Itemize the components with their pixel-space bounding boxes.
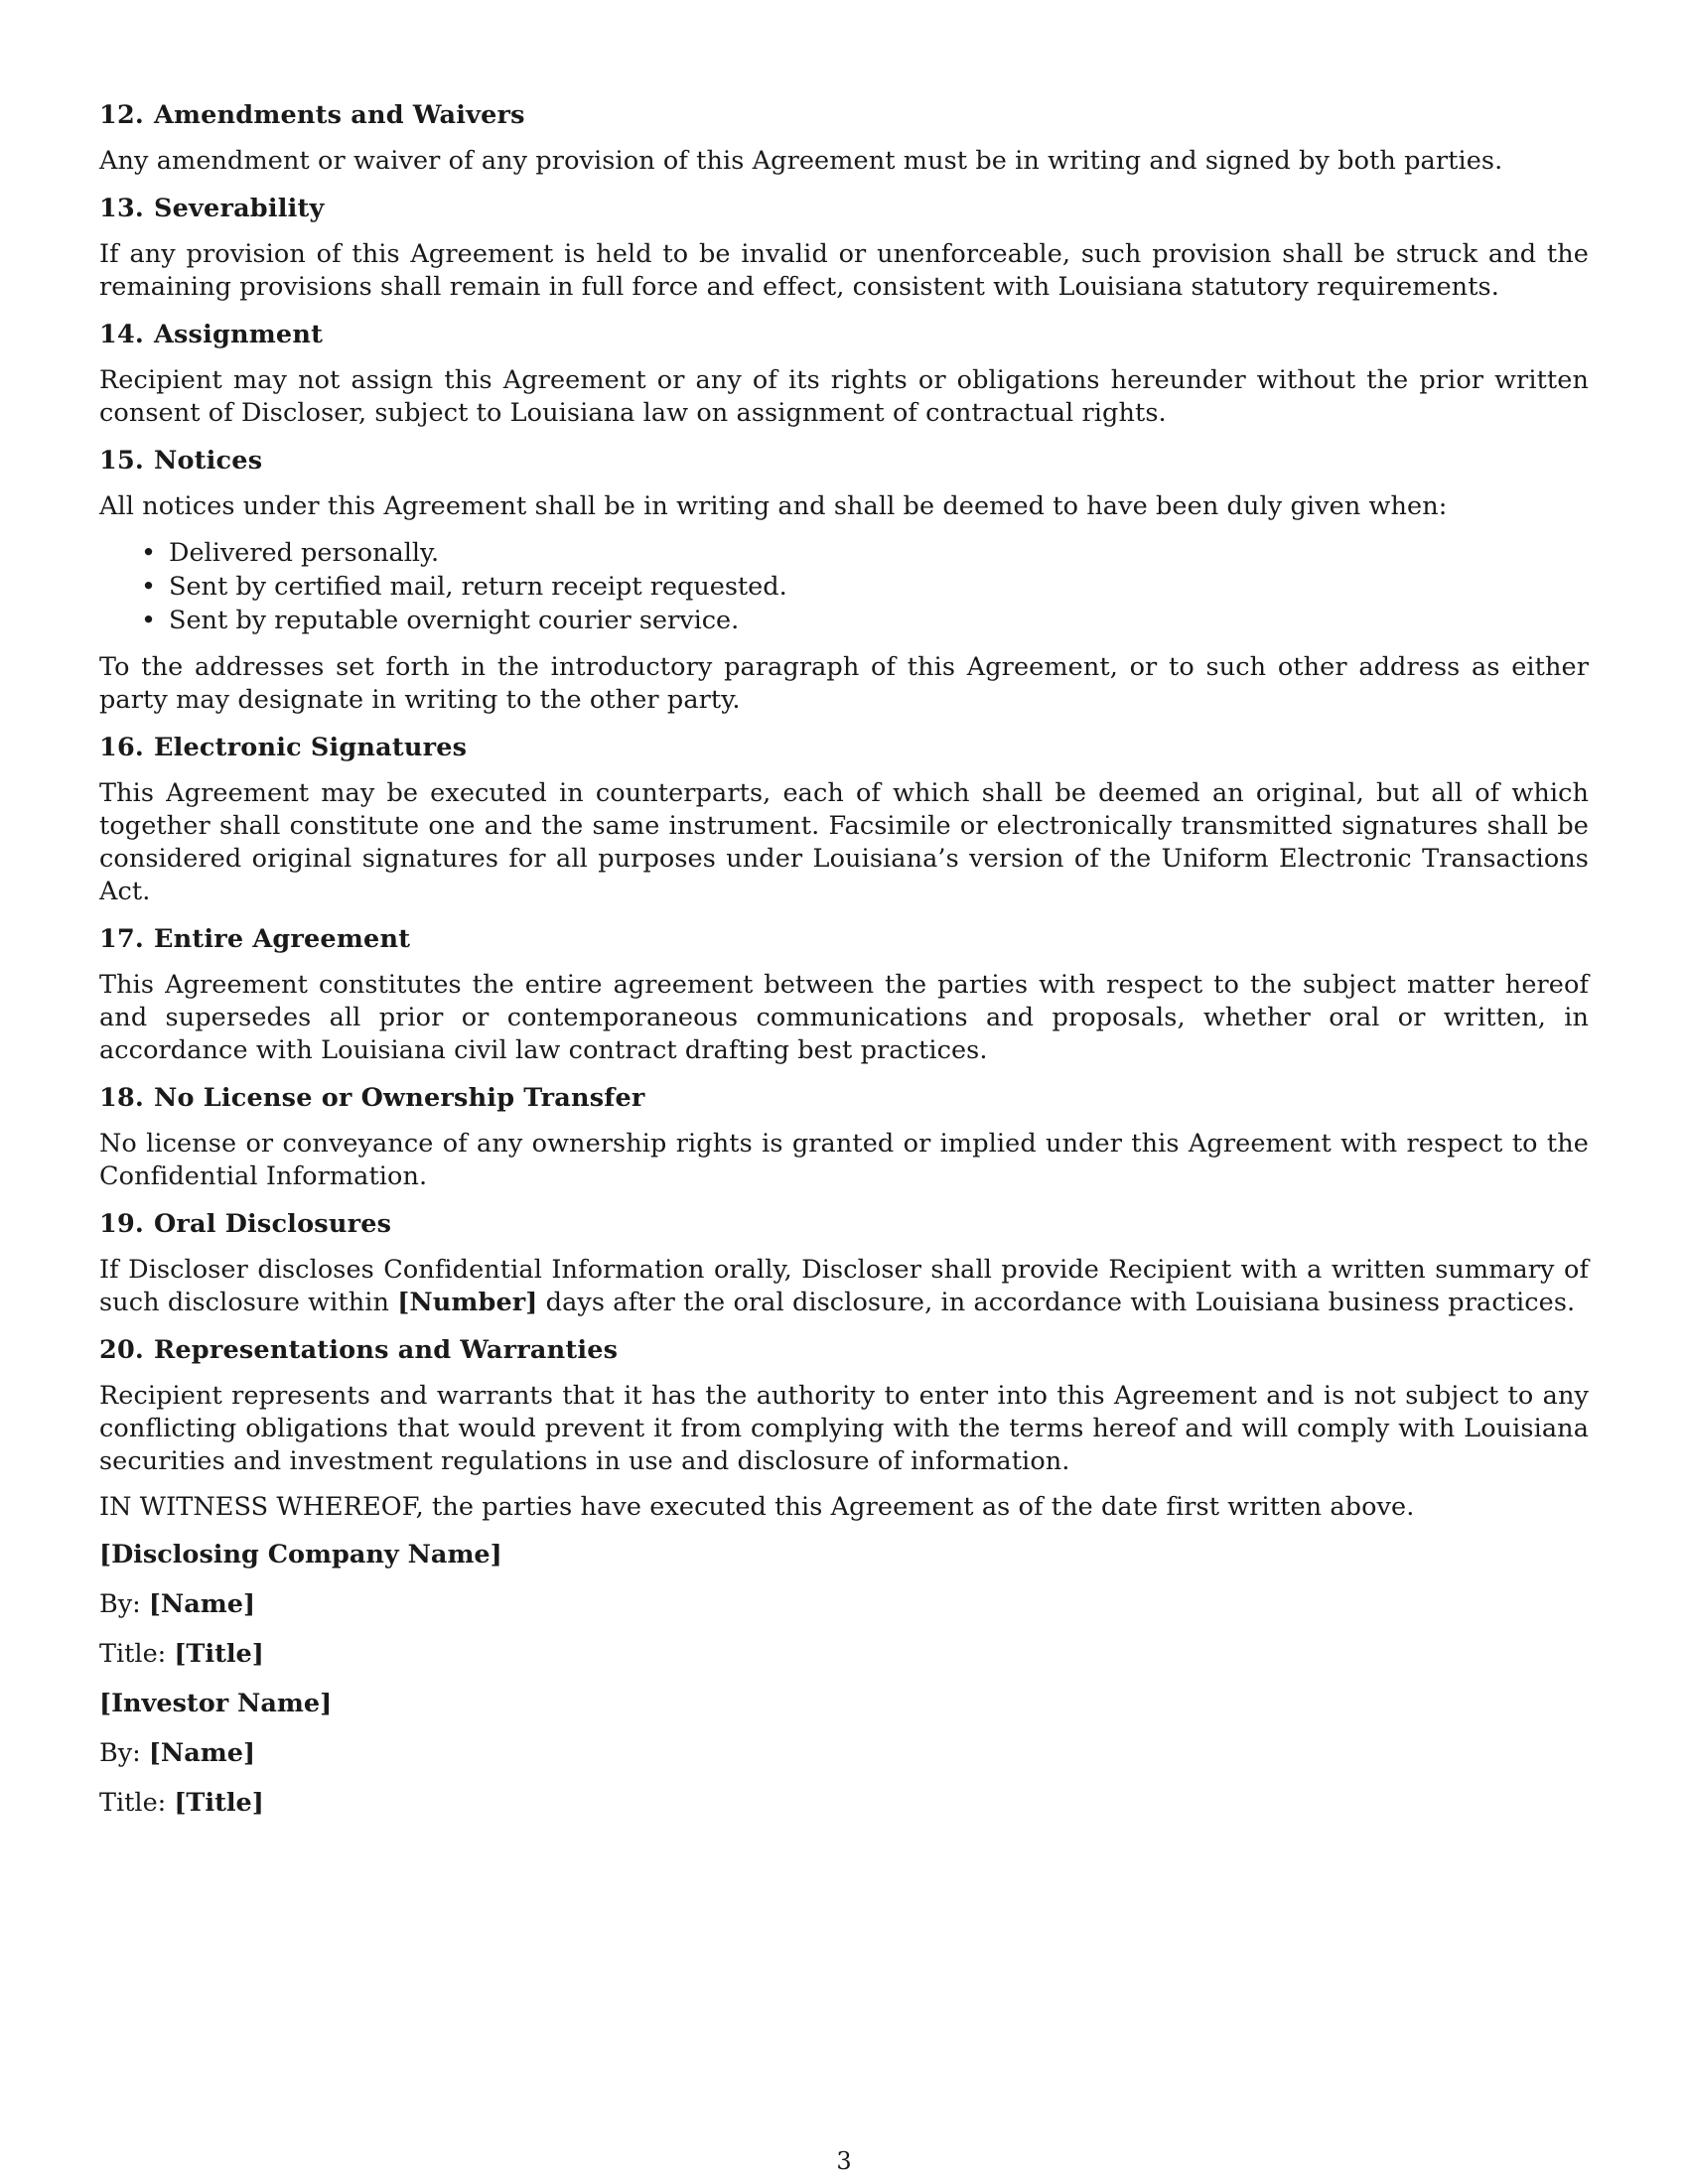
section-title: Notices [153, 446, 263, 476]
section-number: 17. [99, 924, 144, 954]
section-title: Assignment [153, 320, 324, 349]
section-number: 15. [99, 446, 144, 476]
section-title: Electronic Signatures [153, 733, 468, 762]
section-title: Severability [153, 194, 325, 223]
bullet-icon: • [141, 606, 157, 635]
section-14-body: Recipient may not assign this Agreement or any of its rights or obligations hereunder without the prior written consent of Discloser, subject to Louisiana law on assignment of contractual rights. [99, 365, 1589, 428]
section-18-heading [99, 1080, 1589, 1116]
body-text: If Discloser discloses Confidential Information orally, Discloser shall provide Recipient with a written summary of such disclosure within [99, 1255, 1589, 1317]
section-number: 12. [99, 100, 144, 130]
section-number: 16. [99, 733, 144, 762]
bullet-icon: • [141, 572, 157, 602]
title-placeholder: [Title] [174, 1788, 264, 1818]
discloser-company-name: [Disclosing Company Name] [99, 1540, 502, 1570]
section-title: Amendments and Waivers [153, 100, 525, 130]
by-label: By: [99, 1738, 149, 1768]
investor-name: [Investor Name] [99, 1689, 333, 1718]
section-number: 20. [99, 1335, 144, 1365]
section-19-body [99, 1254, 1589, 1319]
title-label: Title: [99, 1639, 175, 1669]
investor-by-line [99, 1735, 1589, 1771]
section-12-heading [99, 97, 1589, 133]
section-number: 14. [99, 320, 144, 349]
section-number: 19. [99, 1209, 144, 1239]
section-19-heading [99, 1206, 1589, 1242]
number-placeholder: [Number] [397, 1288, 538, 1317]
section-13-body: If any provision of this Agreement is held to be invalid or unenforceable, such provision shall be struck and the remaining provisions shall remain in full force and effect, consistent with Louisiana statutory requirements. [99, 239, 1589, 302]
name-placeholder: [Name] [148, 1589, 256, 1619]
list-item [99, 604, 1589, 637]
section-14-heading [99, 317, 1589, 352]
notice-methods-list [99, 536, 1589, 637]
list-item-text: Delivered personally. [169, 538, 440, 568]
by-label: By: [99, 1589, 149, 1619]
name-placeholder: [Name] [148, 1738, 256, 1768]
list-item-text: Sent by certified mail, return receipt requested. [169, 572, 787, 602]
section-18-body: No license or conveyance of any ownership rights is granted or implied under this Agreement with respect to the Confidential Information. [99, 1129, 1589, 1191]
section-15-heading [99, 443, 1589, 478]
section-16-body: This Agreement may be executed in counterparts, each of which shall be deemed an original, but all of which together shall constitute one and the same instrument. Facsimile or electronically transmitted signatures shall be considered original signatures for all purposes under Louisiana’s version of the Uniform Electronic Transactions Act. [99, 778, 1589, 906]
section-title: Oral Disclosures [153, 1209, 392, 1239]
section-15-body-after: To the addresses set forth in the introductory paragraph of this Agreement, or to such other address as either party may designate in writing to the other party. [99, 652, 1589, 715]
title-placeholder: [Title] [174, 1639, 264, 1669]
section-title: Representations and Warranties [153, 1335, 619, 1365]
witness-statement: IN WITNESS WHEREOF, the parties have executed this Agreement as of the date first written above. [99, 1492, 1415, 1522]
title-label: Title: [99, 1788, 175, 1818]
section-17-body: This Agreement constitutes the entire agreement between the parties with respect to the subject matter hereof and supersedes all prior or contemporaneous communications and proposals, whether oral or written, in accordance with Louisiana civil law contract drafting best practices. [99, 970, 1589, 1065]
section-15-body: All notices under this Agreement shall be in writing and shall be deemed to have been duly given when: [99, 491, 1448, 521]
section-16-heading [99, 730, 1589, 765]
section-12-body: Any amendment or waiver of any provision of this Agreement must be in writing and signed by both parties. [99, 146, 1503, 176]
list-item [99, 570, 1589, 604]
document-page [99, 97, 1589, 1835]
section-title: No License or Ownership Transfer [153, 1083, 645, 1113]
page-number: 3 [836, 2147, 852, 2175]
discloser-by-line [99, 1586, 1589, 1622]
section-number: 18. [99, 1083, 144, 1113]
section-17-heading [99, 921, 1589, 957]
discloser-title-line [99, 1636, 1589, 1672]
list-item-text: Sent by reputable overnight courier service. [169, 606, 740, 635]
section-20-body: Recipient represents and warrants that it has the authority to enter into this Agreement and is not subject to any conflicting obligations that would prevent it from complying with the terms hereof and will comply with Louisiana securities and investment regulations in use and disclosure of information. [99, 1381, 1589, 1476]
body-text: days after the oral disclosure, in accordance with Louisiana business practices. [537, 1288, 1576, 1317]
section-13-heading [99, 191, 1589, 226]
bullet-icon: • [141, 538, 157, 568]
section-number: 13. [99, 194, 144, 223]
list-item [99, 536, 1589, 570]
section-20-heading [99, 1332, 1589, 1368]
investor-title-line [99, 1785, 1589, 1821]
section-title: Entire Agreement [153, 924, 411, 954]
